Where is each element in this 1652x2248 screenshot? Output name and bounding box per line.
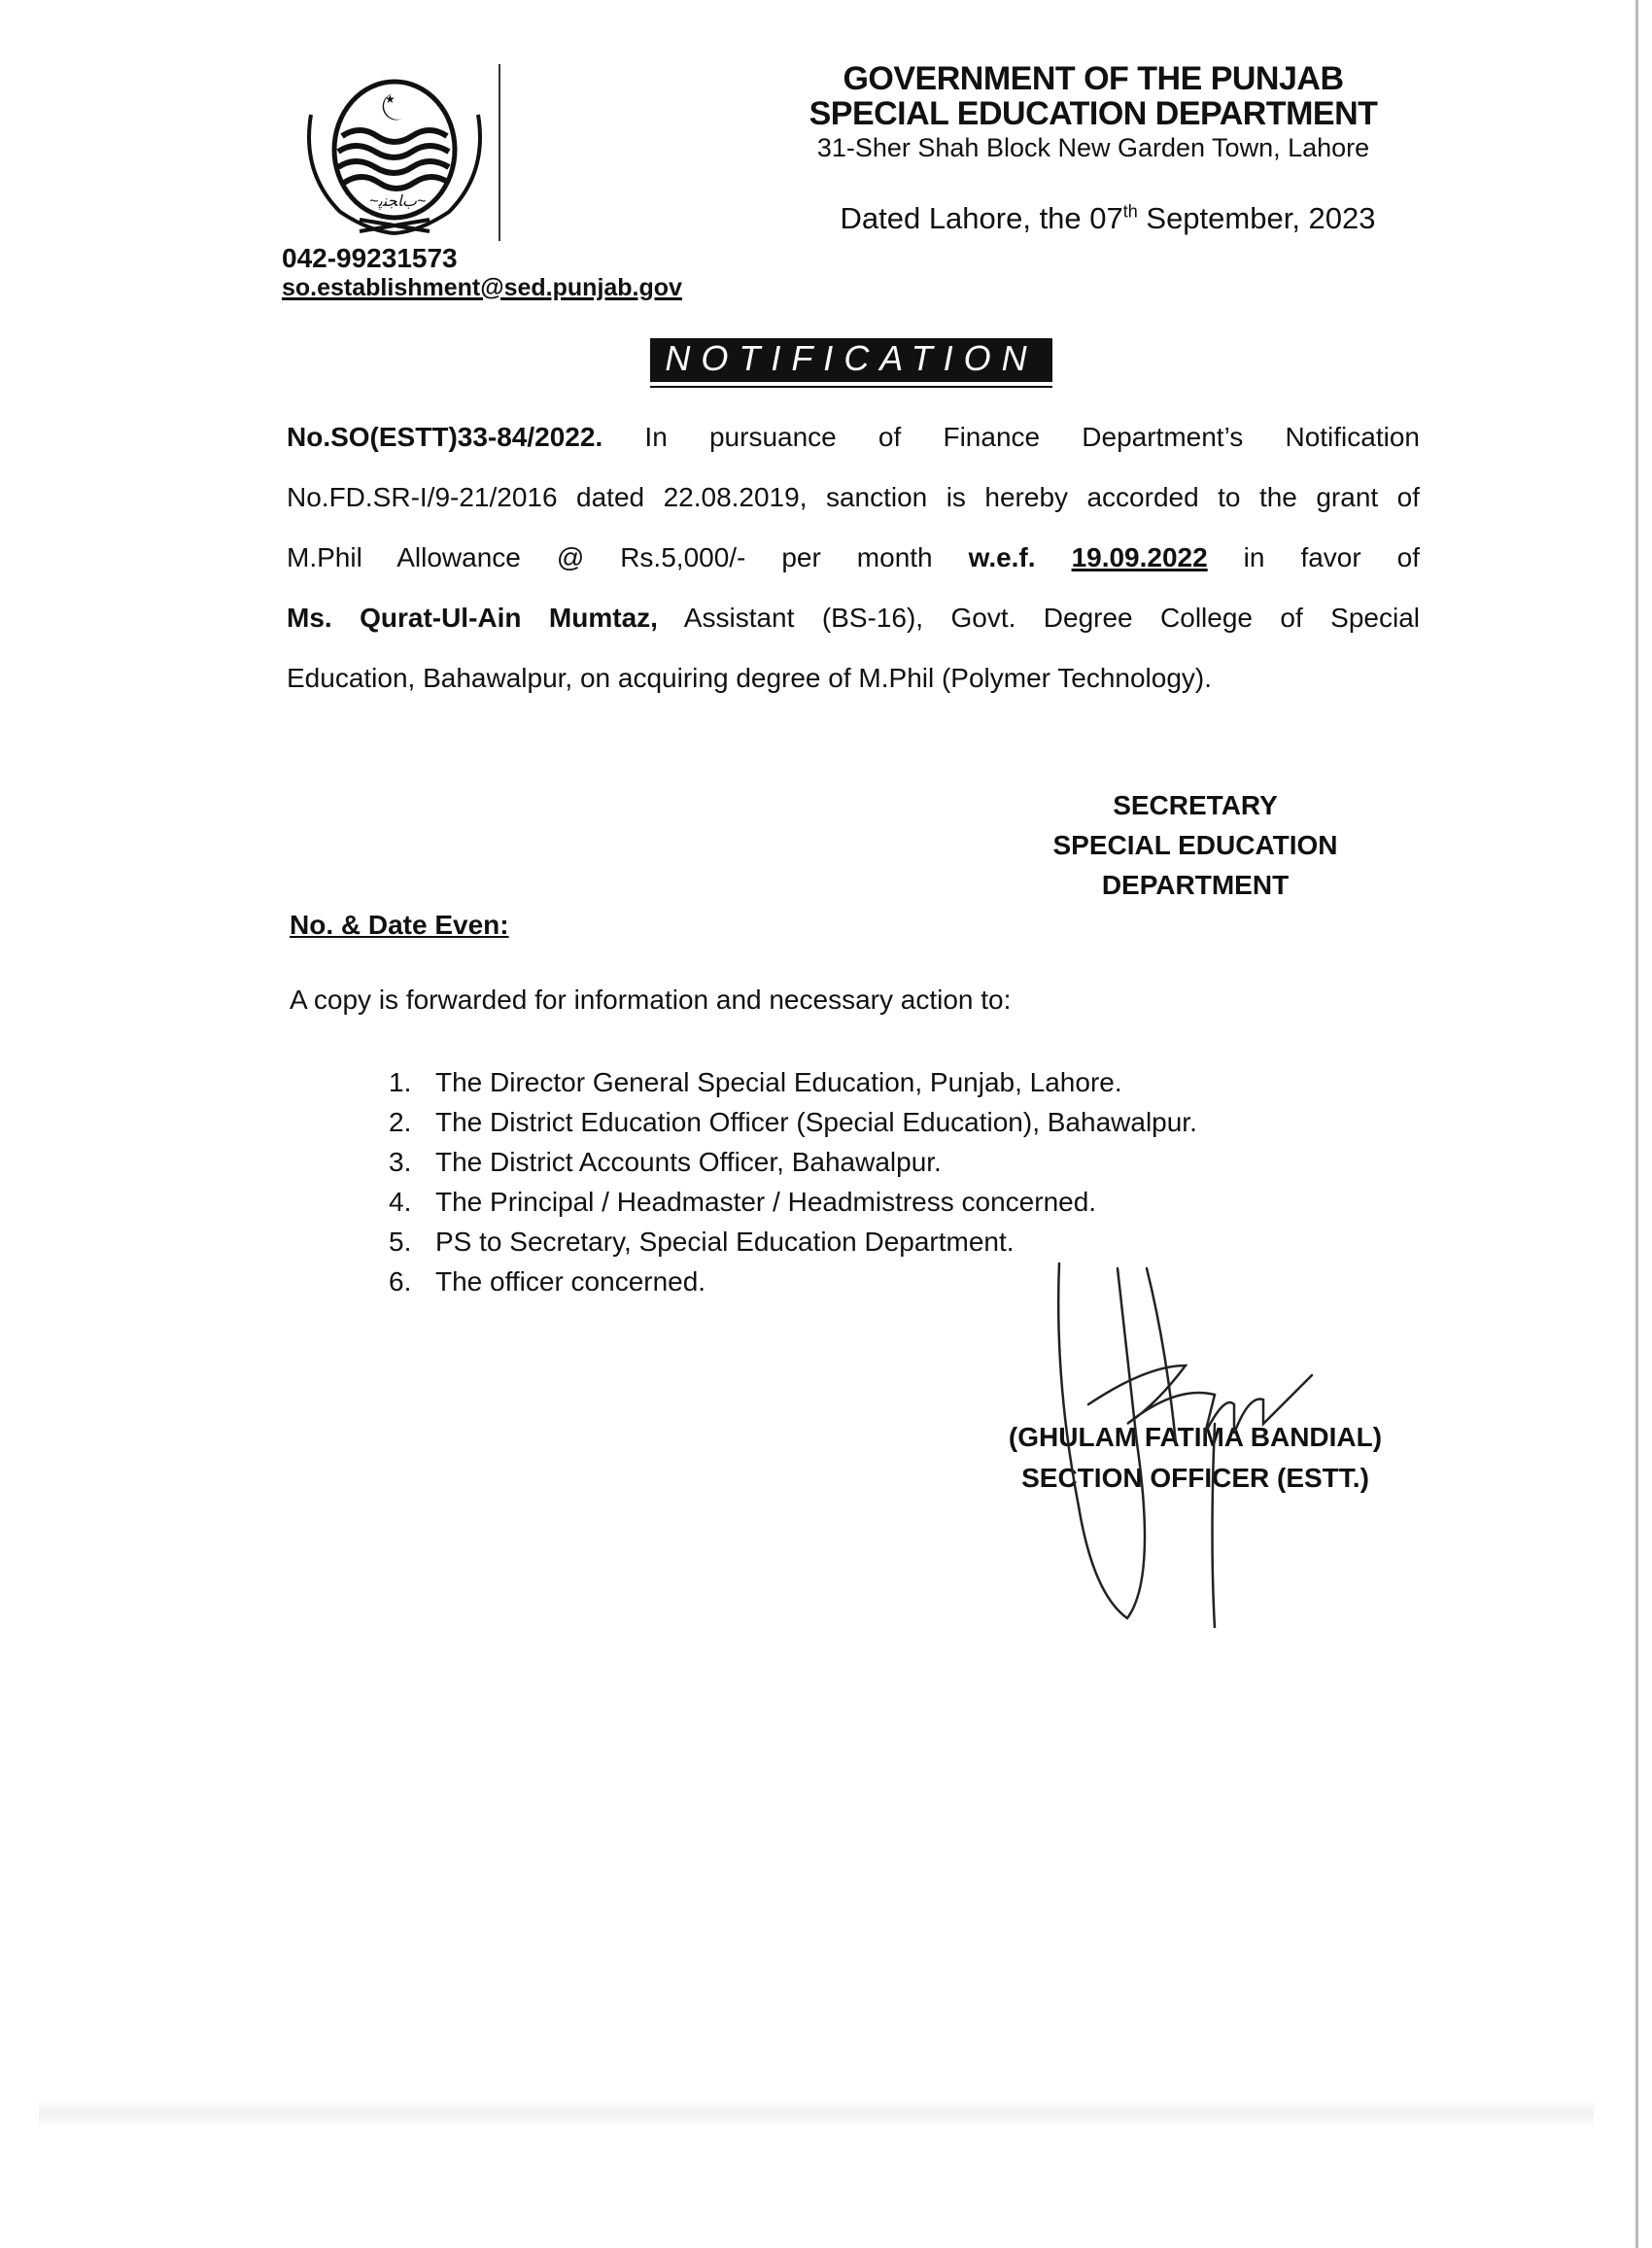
item-text: The officer concerned. (435, 1266, 706, 1297)
no-date-even: No. & Date Even: (290, 910, 509, 940)
scan-edge (1635, 0, 1638, 2248)
copy-forwarded-line: A copy is forwarded for information and necessary action to: (290, 985, 1012, 1015)
item-number: 6. (389, 1266, 412, 1297)
secretary-line: SPECIAL EDUCATION (1052, 830, 1338, 860)
punjab-government-logo (292, 76, 498, 241)
body-line (287, 536, 1420, 597)
signatory-designation: SECTION OFFICER (ESTT.) (1021, 1463, 1369, 1493)
item-number: 3. (389, 1147, 412, 1177)
list-item (389, 1182, 1197, 1222)
signatory-name: (GHULAM FATIMA BANDIAL) (1008, 1422, 1383, 1452)
svg-text:~ﺏﺎﺠﻨﭘ~: ~ﺏﺎﺠﻨﭘ~ (369, 193, 427, 210)
item-number: 2. (389, 1107, 412, 1137)
body-text: Assistant (BS-16), Govt. Degree College of Special (657, 603, 1420, 633)
item-text: The Principal / Headmaster / Headmistress concerned. (435, 1187, 1097, 1217)
header-divider (499, 64, 500, 241)
effective-date: 19.09.2022 (1071, 542, 1208, 572)
date-line (758, 201, 1458, 236)
date-rest: September, 2023 (1137, 201, 1376, 235)
space (1036, 542, 1072, 572)
secretary-line: DEPARTMENT (1101, 870, 1290, 900)
item-text: The Director General Special Education, Punjab, Lahore. (435, 1067, 1122, 1097)
body-line: No.FD.SR-I/9-21/2016 dated 22.08.2019, sanction is hereby accorded to the grant of (287, 482, 1420, 512)
list-item (389, 1142, 1197, 1182)
body-text: M.Phil Allowance @ Rs.5,000/- per month (287, 542, 969, 572)
department-heading: SPECIAL EDUCATION DEPARTMENT (809, 95, 1378, 132)
body-line (287, 416, 1420, 476)
date-prefix: Dated Lahore, the 07 (840, 201, 1123, 235)
list-item (389, 1062, 1197, 1102)
body-line (287, 597, 1420, 657)
item-text: The District Accounts Officer, Bahawalpur. (435, 1147, 942, 1177)
scan-artifact (39, 2099, 1594, 2128)
employee-name: Ms. Qurat-Ul-Ain Mumtaz, (287, 603, 658, 633)
item-number: 4. (389, 1187, 412, 1217)
department-address: 31-Sher Shah Block New Garden Town, Lahore (816, 133, 1370, 162)
secretary-line: SECRETARY (1113, 790, 1278, 820)
item-number: 1. (389, 1067, 412, 1097)
notification-body (287, 416, 1420, 717)
item-number: 5. (389, 1227, 412, 1257)
notification-title: NOTIFICATION (650, 338, 1052, 382)
reference-number: No.SO(ESTT)33-84/2022. (287, 422, 603, 452)
body-line: Education, Bahawalpur, on acquiring degree of M.Phil (Polymer Technology). (287, 663, 1213, 693)
date-suffix-sup: th (1122, 201, 1138, 222)
list-item (389, 1222, 1197, 1262)
svg-text:★: ★ (385, 92, 396, 106)
handwritten-signature (1050, 1259, 1341, 1628)
wef-label: w.e.f. (968, 542, 1036, 572)
body-text: In pursuance of Finance Department’s Notification (602, 422, 1420, 452)
item-text: The District Education Officer (Special Education), Bahawalpur. (435, 1107, 1197, 1137)
phone-number: 042-99231573 (282, 243, 458, 273)
government-heading: GOVERNMENT OF THE PUNJAB (843, 60, 1344, 97)
secretary-block (1001, 785, 1390, 905)
item-text: PS to Secretary, Special Education Department. (435, 1227, 1015, 1257)
body-text: in favor of (1207, 542, 1421, 572)
list-item (389, 1102, 1197, 1142)
email-address: so.establishment@sed.punjab.gov (282, 274, 682, 301)
